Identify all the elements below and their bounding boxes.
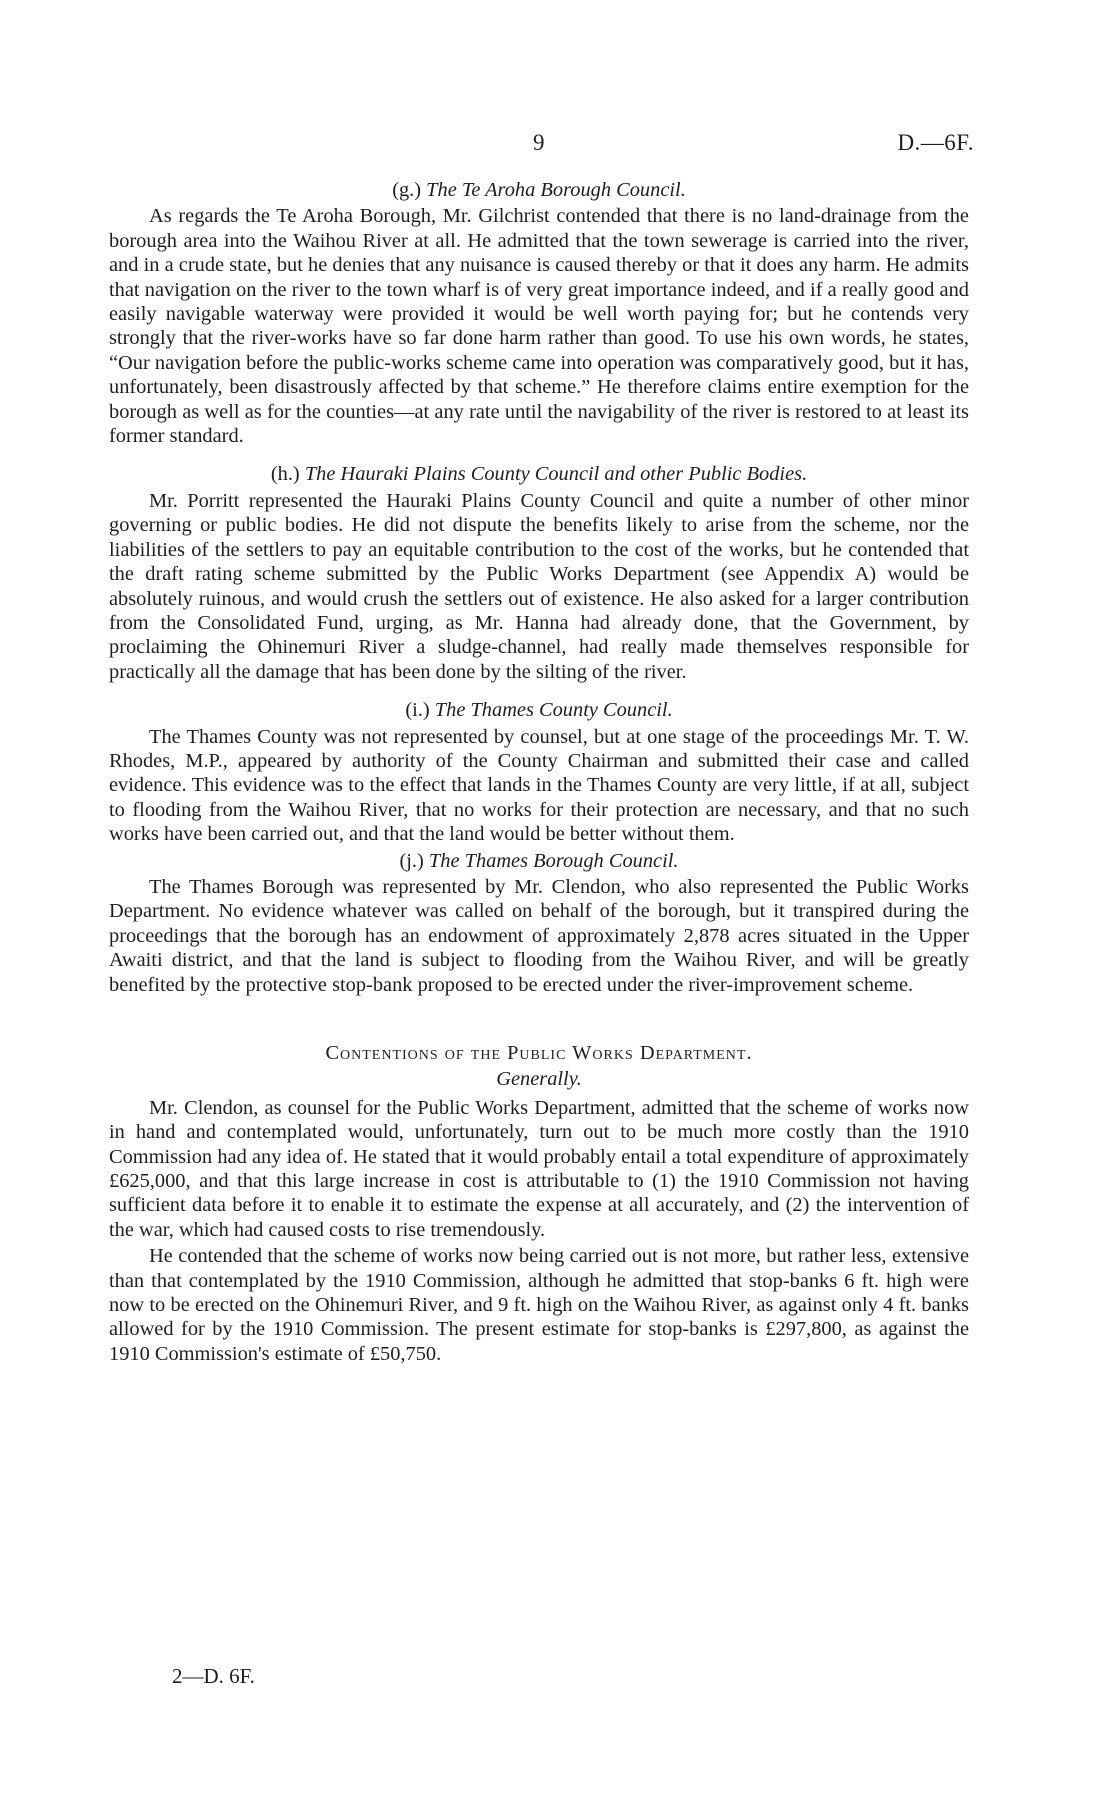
section-g-heading — [109, 178, 969, 202]
document-body — [109, 178, 969, 1366]
contentions-paragraph-2: He contended that the scheme of works now being carried out is not more, but rather less, extensive than that contemplated by the 1910 Commission, although he admitted that stop-banks 6 ft. high were now to be erected on the Ohinemuri River, and 9 ft. high on the Waihou River, as against only 4 ft. banks allowed for by the 1910 Commission. The present estimate for stop-banks is £297,800, as against the 1910 Commission's estimate of £50,750. — [109, 1245, 969, 1365]
section-i-title: The Thames County Council. — [434, 699, 673, 722]
section-h-heading — [109, 462, 969, 486]
contentions-subtitle: Generally. — [496, 1068, 582, 1091]
section-i-heading — [109, 698, 969, 722]
section-h-title: The Hauraki Plains County Council and other Public Bodies. — [304, 463, 808, 486]
section-j-heading — [109, 849, 969, 873]
section-g-label: (g.) — [392, 179, 422, 201]
section-h-label: (h.) — [270, 463, 300, 486]
contentions-title: Contentions of the Public Works Department. — [325, 1042, 753, 1064]
document-reference: D.—6F. — [897, 130, 974, 155]
section-h-paragraph: Mr. Porritt represented the Hauraki Plains County Council and quite a number of other minor governing or public bodies. He did not dispute the benefits likely to arise from the scheme, nor the liabilities of the settlers to pay an equitable contribution to the cost of the works, but he contended that the draft rating scheme submitted by the Public Works Department (see Appendix A) would be absolutely ruinous, and would crush the settlers out of existence. He also asked for a larger contribution from the Consolidated Fund, urging, as Mr. Hanna had already done, that the Government, by proclaiming the Ohinemuri River a sludge-channel, had really made themselves responsible for practically all the damage that has been done by the silting of the river. — [109, 489, 969, 683]
section-j-label: (j.) — [399, 849, 424, 872]
section-j-paragraph: The Thames Borough was represented by Mr. Clendon, who also represented the Public Works Department. No evidence whatever was called on behalf of the borough, but it transpired during the proceedings that the borough has an endowment of approximately 2,878 acres situated in the Upper Awaiti district, and that the land is subject to flooding from the Waihou River, and will be greatly benefited by the protective stop-bank proposed to be erected under the river-improvement scheme. — [109, 875, 969, 996]
section-g-title: The Te Aroha Borough Council. — [426, 179, 686, 201]
page-number: 9 — [533, 130, 545, 155]
section-j-title: The Thames Borough Council. — [428, 849, 679, 872]
section-i-label: (i.) — [405, 699, 430, 722]
section-i-paragraph: The Thames County was not represented by counsel, but at one stage of the proceedings Mr. T. W. Rhodes, M.P., appeared by authority of the County Chairman and submitted their case and called evidence. This evidence was to the effect that lands in the Thames County are very little, if at all, subject to flooding from the Waihou River, that no works for their protection are necessary, and that no such works have been carried out, and that the land would be better without them. — [109, 725, 969, 846]
signature-mark: 2—D. 6F. — [172, 1664, 255, 1688]
section-g-paragraph: As regards the Te Aroha Borough, Mr. Gilchrist contended that there is no land-drainage from the borough area into the Waihou River at all. He admitted that the town sewerage is carried into the river, and in a crude state, but he denies that any nuisance is caused thereby or that it does any harm. He admits that navigation on the river to the town wharf is of very great importance indeed, and if a really good and easily navigable waterway were provided it would be well worth paying for; but he contends very strongly that the river-works have so far done harm rather than good. To use his own words, he states, “Our navigation before the public-works scheme came into operation was comparatively good, but it has, unfortunately, been disastrously affected by that scheme.” He therefore claims entire exemption for the borough as well as for the counties—at any rate until the navigability of the river is restored to at least its former standard. — [109, 205, 969, 448]
contentions-paragraph-1: Mr. Clendon, as counsel for the Public Works Department, admitted that the scheme of works now in hand and contemplated would, unfortunately, turn out to be much more costly than the 1910 Commission had any idea of. He stated that it would probably entail a total expenditure of approximately £625,000, and that this large increase in cost is attributable to (1) the 1910 Commission not having sufficient data before it to enable it to estimate the expense at all accurately, and (2) the intervention of the war, which had caused costs to rise tremendously. — [109, 1096, 969, 1241]
